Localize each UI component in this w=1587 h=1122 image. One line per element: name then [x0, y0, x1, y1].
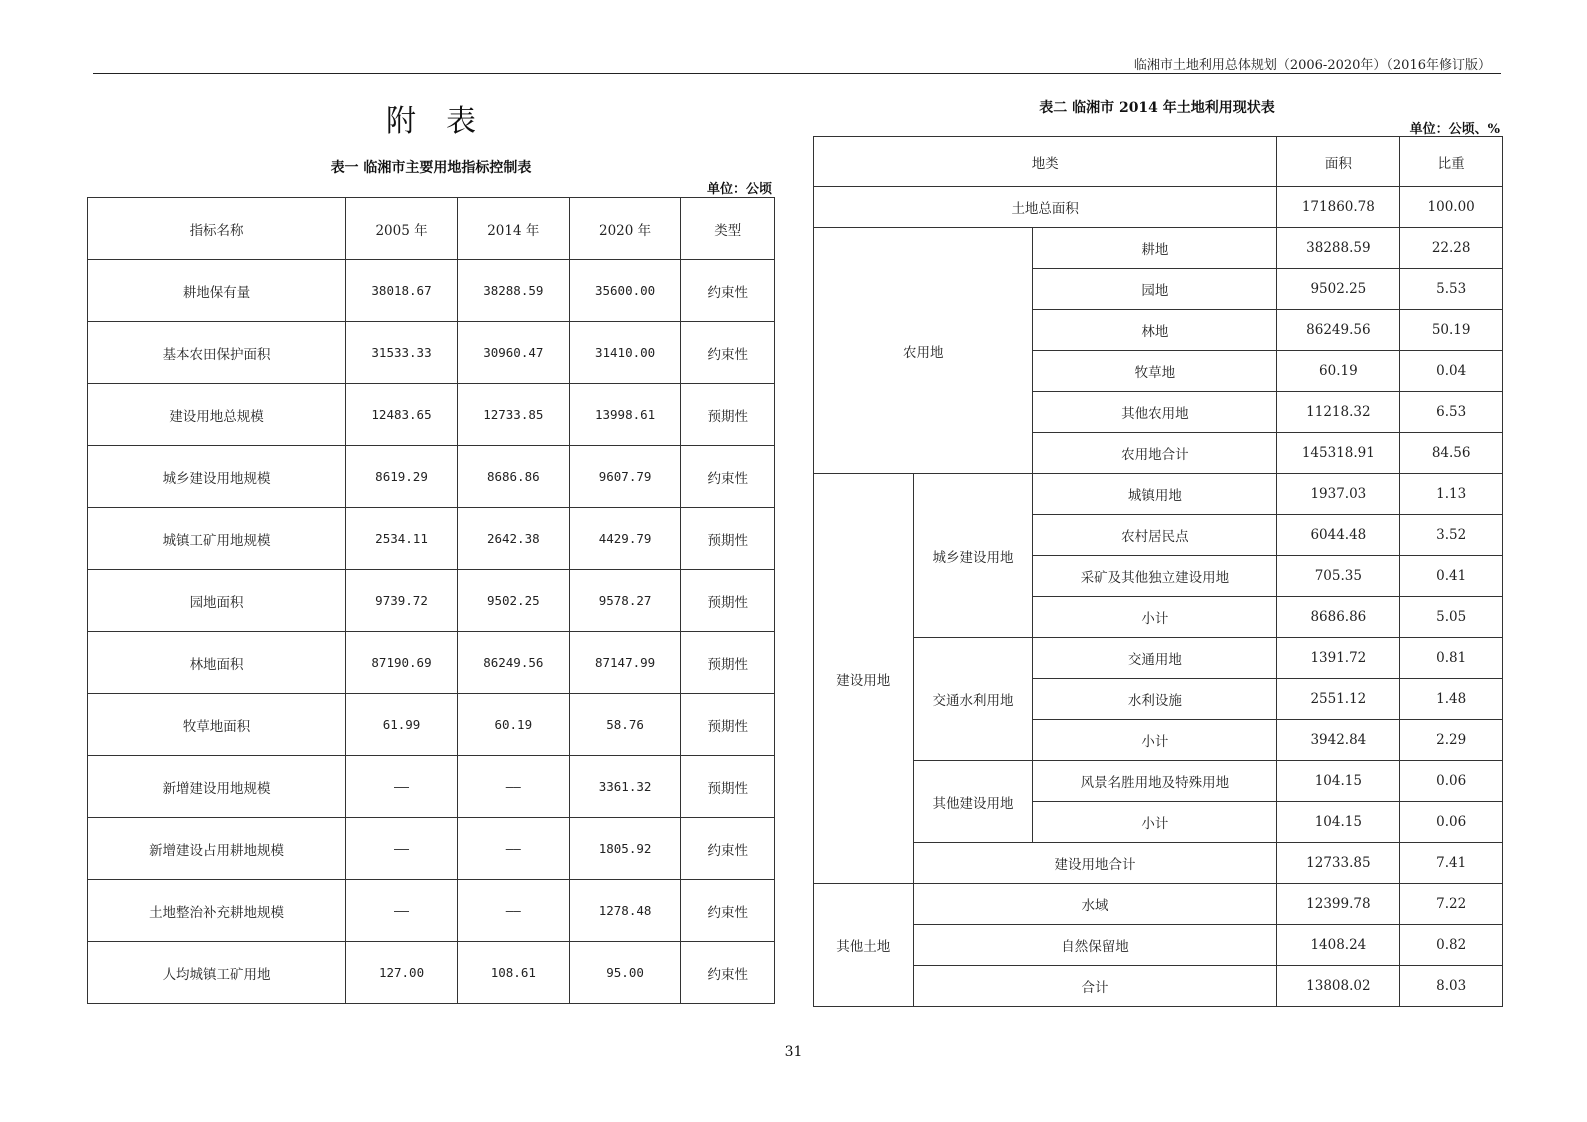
indicator-name: 建设用地总规模 [88, 384, 346, 446]
construction-subtotal-label: 建设用地合计 [913, 843, 1277, 884]
value-2014: —— [457, 880, 569, 942]
table-row [814, 966, 1503, 1007]
total-row [814, 187, 1503, 228]
table1-unit: 单位：公顷 [706, 182, 772, 197]
other-land-group-label: 其他土地 [814, 884, 914, 1007]
table-row [88, 880, 775, 942]
row-label: 园地 [1033, 269, 1277, 310]
table1-title: 表一 临湘市主要用地指标控制表 [330, 160, 532, 176]
header-category: 地类 [814, 137, 1277, 187]
indicator-type: 预期性 [681, 756, 775, 818]
table-row [88, 446, 775, 508]
row-share: 0.04 [1400, 351, 1503, 392]
row-area: 9502.25 [1277, 269, 1400, 310]
value-2020: 87147.99 [569, 632, 681, 694]
row-label: 小计 [1033, 802, 1277, 843]
row-area: 145318.91 [1277, 433, 1400, 474]
indicator-type: 预期性 [681, 694, 775, 756]
value-2005: 31533.33 [346, 322, 458, 384]
value-2005: —— [346, 880, 458, 942]
construction-subtotal-area: 12733.85 [1277, 843, 1400, 884]
row-label: 农村居民点 [1033, 515, 1277, 556]
table2-header-row [814, 137, 1503, 187]
table-row [814, 761, 1503, 802]
row-label: 小计 [1033, 720, 1277, 761]
value-2020: 9578.27 [569, 570, 681, 632]
row-label: 林地 [1033, 310, 1277, 351]
row-area: 705.35 [1277, 556, 1400, 597]
value-2014: 108.61 [457, 942, 569, 1004]
value-2005: 61.99 [346, 694, 458, 756]
row-area: 104.15 [1277, 802, 1400, 843]
header-area: 面积 [1277, 137, 1400, 187]
row-share: 2.29 [1400, 720, 1503, 761]
row-area: 2551.12 [1277, 679, 1400, 720]
transport-subgroup-label: 交通水利用地 [913, 638, 1033, 761]
construction-subtotal-share: 7.41 [1400, 843, 1503, 884]
value-2014: 8686.86 [457, 446, 569, 508]
header-indicator-name: 指标名称 [88, 198, 346, 260]
row-label: 耕地 [1033, 228, 1277, 269]
table-row [814, 925, 1503, 966]
row-area: 13808.02 [1277, 966, 1400, 1007]
value-2020: 9607.79 [569, 446, 681, 508]
value-2014: —— [457, 818, 569, 880]
appendix-title: 附表 [386, 104, 506, 139]
table-row [88, 508, 775, 570]
row-area: 1391.72 [1277, 638, 1400, 679]
row-area: 8686.86 [1277, 597, 1400, 638]
row-share: 0.06 [1400, 802, 1503, 843]
row-area: 104.15 [1277, 761, 1400, 802]
indicator-type: 预期性 [681, 570, 775, 632]
row-label: 风景名胜用地及特殊用地 [1033, 761, 1277, 802]
indicator-name: 林地面积 [88, 632, 346, 694]
row-share: 84.56 [1400, 433, 1503, 474]
total-label: 土地总面积 [814, 187, 1277, 228]
row-label: 牧草地 [1033, 351, 1277, 392]
value-2005: 38018.67 [346, 260, 458, 322]
row-area: 60.19 [1277, 351, 1400, 392]
value-2005: —— [346, 818, 458, 880]
page-number: 31 [784, 1044, 803, 1060]
running-header: 临湘市土地利用总体规划（2006-2020年）（2016年修订版） [1133, 58, 1491, 73]
total-share: 100.00 [1400, 187, 1503, 228]
header-indicator-type: 类型 [681, 198, 775, 260]
row-share: 0.41 [1400, 556, 1503, 597]
row-share: 6.53 [1400, 392, 1503, 433]
row-area: 86249.56 [1277, 310, 1400, 351]
row-share: 0.82 [1400, 925, 1503, 966]
indicator-type: 预期性 [681, 508, 775, 570]
row-label: 自然保留地 [913, 925, 1277, 966]
table-row [814, 474, 1503, 515]
value-2020: 58.76 [569, 694, 681, 756]
indicator-type: 约束性 [681, 818, 775, 880]
indicator-type: 约束性 [681, 446, 775, 508]
row-label: 水域 [913, 884, 1277, 925]
land-indicator-table [87, 197, 775, 1004]
row-share: 50.19 [1400, 310, 1503, 351]
row-share: 1.48 [1400, 679, 1503, 720]
value-2014: 2642.38 [457, 508, 569, 570]
total-area: 171860.78 [1277, 187, 1400, 228]
indicator-name: 新增建设占用耕地规模 [88, 818, 346, 880]
indicator-name: 新增建设用地规模 [88, 756, 346, 818]
row-area: 11218.32 [1277, 392, 1400, 433]
value-2014: 38288.59 [457, 260, 569, 322]
row-label: 城镇用地 [1033, 474, 1277, 515]
indicator-name: 基本农田保护面积 [88, 322, 346, 384]
indicator-name: 土地整治补充耕地规模 [88, 880, 346, 942]
value-2020: 95.00 [569, 942, 681, 1004]
row-share: 7.22 [1400, 884, 1503, 925]
value-2005: 127.00 [346, 942, 458, 1004]
row-share: 8.03 [1400, 966, 1503, 1007]
row-label: 其他农用地 [1033, 392, 1277, 433]
value-2005: 2534.11 [346, 508, 458, 570]
row-label: 小计 [1033, 597, 1277, 638]
table-row [88, 756, 775, 818]
row-label: 合计 [913, 966, 1277, 1007]
value-2005: 12483.65 [346, 384, 458, 446]
land-use-status-table [813, 136, 1503, 1007]
row-label: 水利设施 [1033, 679, 1277, 720]
value-2020: 13998.61 [569, 384, 681, 446]
row-area: 12399.78 [1277, 884, 1400, 925]
value-2020: 31410.00 [569, 322, 681, 384]
table-row [88, 818, 775, 880]
indicator-type: 约束性 [681, 880, 775, 942]
other-construction-subgroup-label: 其他建设用地 [913, 761, 1033, 843]
value-2005: 9739.72 [346, 570, 458, 632]
table-row [88, 384, 775, 446]
table-row [814, 843, 1503, 884]
table-row [814, 228, 1503, 269]
value-2014: 60.19 [457, 694, 569, 756]
indicator-name: 牧草地面积 [88, 694, 346, 756]
indicator-name: 城乡建设用地规模 [88, 446, 346, 508]
table-row [88, 632, 775, 694]
header-rule [93, 73, 1501, 74]
table-row [88, 694, 775, 756]
indicator-name: 城镇工矿用地规模 [88, 508, 346, 570]
row-share: 0.06 [1400, 761, 1503, 802]
table-row [88, 570, 775, 632]
table2-title: 表二 临湘市 2014 年土地利用现状表 [1039, 100, 1275, 116]
value-2005: 8619.29 [346, 446, 458, 508]
value-2014: 30960.47 [457, 322, 569, 384]
table2-unit: 单位：公顷、% [1409, 122, 1500, 137]
indicator-type: 约束性 [681, 260, 775, 322]
header-value-2020: 2020 年 [569, 198, 681, 260]
indicator-name: 人均城镇工矿用地 [88, 942, 346, 1004]
indicator-type: 约束性 [681, 942, 775, 1004]
header-value-2005: 2005 年 [346, 198, 458, 260]
indicator-type: 约束性 [681, 322, 775, 384]
indicator-name: 耕地保有量 [88, 260, 346, 322]
construction-group-label: 建设用地 [814, 474, 914, 884]
row-label: 交通用地 [1033, 638, 1277, 679]
row-label: 农用地合计 [1033, 433, 1277, 474]
table-row [814, 638, 1503, 679]
value-2020: 1805.92 [569, 818, 681, 880]
row-share: 0.81 [1400, 638, 1503, 679]
value-2005: 87190.69 [346, 632, 458, 694]
row-share: 22.28 [1400, 228, 1503, 269]
row-area: 1408.24 [1277, 925, 1400, 966]
agri-group-label: 农用地 [814, 228, 1033, 474]
header-share: 比重 [1400, 137, 1503, 187]
value-2020: 4429.79 [569, 508, 681, 570]
value-2005: —— [346, 756, 458, 818]
row-area: 3942.84 [1277, 720, 1400, 761]
value-2020: 1278.48 [569, 880, 681, 942]
value-2020: 3361.32 [569, 756, 681, 818]
value-2014: —— [457, 756, 569, 818]
row-share: 5.05 [1400, 597, 1503, 638]
table-row [88, 322, 775, 384]
value-2014: 86249.56 [457, 632, 569, 694]
urban-rural-subgroup-label: 城乡建设用地 [913, 474, 1033, 638]
table-row [814, 884, 1503, 925]
value-2020: 35600.00 [569, 260, 681, 322]
row-share: 3.52 [1400, 515, 1503, 556]
table-row [88, 942, 775, 1004]
row-area: 1937.03 [1277, 474, 1400, 515]
row-label: 采矿及其他独立建设用地 [1033, 556, 1277, 597]
header-value-2014: 2014 年 [457, 198, 569, 260]
table1-header-row [88, 198, 775, 260]
row-share: 1.13 [1400, 474, 1503, 515]
indicator-name: 园地面积 [88, 570, 346, 632]
value-2014: 9502.25 [457, 570, 569, 632]
row-share: 5.53 [1400, 269, 1503, 310]
table-row [88, 260, 775, 322]
indicator-type: 预期性 [681, 384, 775, 446]
row-area: 38288.59 [1277, 228, 1400, 269]
indicator-type: 预期性 [681, 632, 775, 694]
row-area: 6044.48 [1277, 515, 1400, 556]
value-2014: 12733.85 [457, 384, 569, 446]
